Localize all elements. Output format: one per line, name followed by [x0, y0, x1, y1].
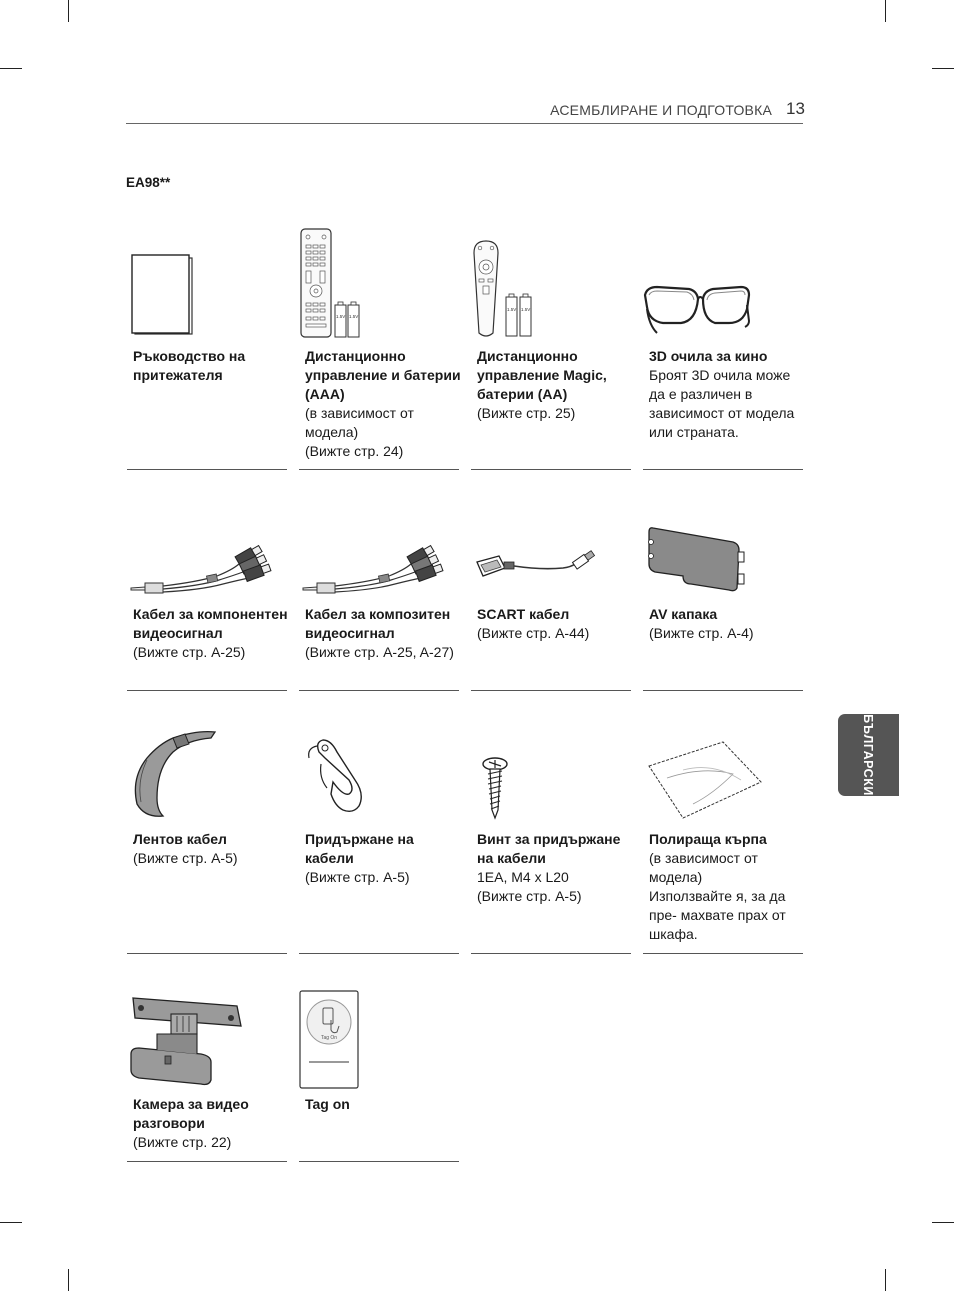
item-divider — [299, 469, 459, 470]
item-name: Винт за придържане на кабели — [477, 831, 621, 866]
tag-on-icon — [299, 990, 459, 1090]
item-name: Камера за видео разговори — [133, 1096, 249, 1131]
crop-mark — [68, 1269, 69, 1291]
item-divider — [127, 953, 287, 954]
language-tab-label: БЪЛГАРСКИ — [861, 714, 875, 796]
item-divider — [643, 953, 803, 954]
item-name: Кабел за композитен видеосигнал — [305, 606, 451, 641]
item-detail: (Вижте стр. A-25, A-27) — [305, 644, 454, 660]
crop-mark — [0, 68, 22, 69]
item-name: Tag on — [305, 1096, 350, 1112]
item-name: SCART кабел — [477, 606, 570, 622]
item-divider — [299, 1161, 459, 1162]
item-detail: (Вижте стр. 24) — [305, 443, 404, 459]
item-detail: 1EA, M4 x L20 — [477, 869, 569, 885]
screw-icon — [471, 718, 631, 828]
language-tab — [838, 714, 899, 796]
crop-mark — [885, 1269, 886, 1291]
item-divider — [643, 469, 803, 470]
polishing-cloth-icon — [643, 718, 803, 828]
item-name: Лентов кабел — [133, 831, 227, 847]
item-name: Ръководство на притежателя — [133, 348, 246, 383]
scart-cable-icon — [471, 520, 631, 605]
3d-glasses-icon — [643, 225, 803, 340]
item-detail: (Вижте стр. A-25) — [133, 644, 246, 660]
item-name: Придържане на кабели — [305, 831, 414, 866]
item-detail: (Вижте стр. A-5) — [305, 869, 410, 885]
item-divider — [299, 953, 459, 954]
item-detail: Броят 3D очила може да е различен в зависимост от модела или страната. — [649, 367, 795, 440]
item-name: 3D очила за кино — [649, 348, 768, 364]
component-cable-icon — [127, 520, 287, 605]
crop-mark — [885, 0, 886, 22]
item-detail: (Вижте стр. 22) — [133, 1134, 232, 1150]
crop-mark — [932, 1222, 954, 1223]
item-detail: Използвайте я, за да пре- махвате прах от шкафа. — [649, 888, 786, 942]
manual-icon — [127, 225, 287, 340]
item-detail: (Вижте стр. A-5) — [477, 888, 582, 904]
tag-on-illustration-label: Tag On — [320, 1035, 338, 1041]
crop-mark — [0, 1222, 22, 1223]
composite-cable-icon — [299, 520, 459, 605]
item-name: AV капака — [649, 606, 718, 622]
magic-remote-icon — [471, 225, 631, 340]
item-divider — [643, 690, 803, 691]
item-divider — [299, 690, 459, 691]
battery-label: 1.5V — [521, 307, 531, 312]
av-cover-icon — [643, 520, 803, 605]
remote-control-icon — [299, 225, 459, 340]
camera-icon — [127, 990, 287, 1090]
item-divider — [127, 690, 287, 691]
crop-mark — [68, 0, 69, 22]
item-divider — [127, 469, 287, 470]
section-title: АСЕМБЛИРАНЕ И ПОДГОТОВКА — [550, 102, 772, 118]
item-divider — [471, 953, 631, 954]
item-detail: (Вижте стр. A-44) — [477, 625, 590, 641]
item-name: Дистанционно управление Magic, батерии (AA) — [477, 348, 607, 402]
item-detail: (в зависимост от модела) — [305, 405, 414, 440]
cable-tie-icon — [127, 718, 287, 828]
page-number: 13 — [786, 99, 805, 118]
battery-label: 1.5V — [349, 314, 359, 319]
crop-mark — [932, 68, 954, 69]
item-detail: (Вижте стр. A-5) — [133, 850, 238, 866]
item-divider — [471, 469, 631, 470]
header-divider — [126, 123, 803, 124]
model-label: EA98** — [126, 175, 171, 190]
cable-holder-icon — [299, 718, 459, 828]
item-name: Дистанционно управление и батерии (AAA) — [305, 348, 461, 402]
item-name: Полираща кърпа — [649, 831, 767, 847]
battery-label: 1.5V — [507, 307, 517, 312]
item-divider — [127, 1161, 287, 1162]
item-detail: (в зависимост от модела) — [649, 850, 758, 885]
item-divider — [471, 690, 631, 691]
item-detail: (Вижте стр. 25) — [477, 405, 576, 421]
item-detail: (Вижте стр. A-4) — [649, 625, 754, 641]
battery-label: 1.5V — [336, 314, 346, 319]
item-name: Кабел за компонентен видеосигнал — [133, 606, 288, 641]
